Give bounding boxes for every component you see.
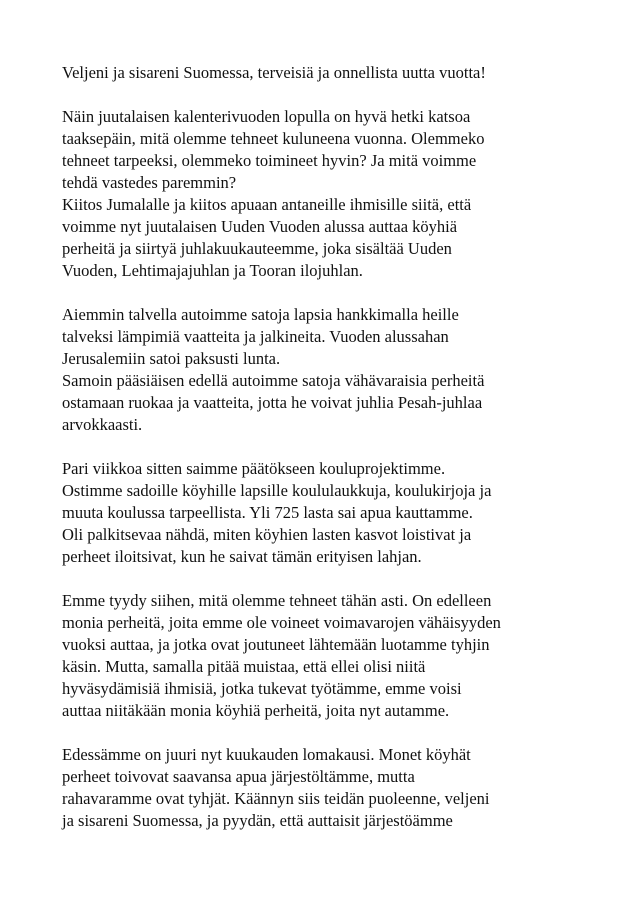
- text-line: perheitä ja siirtyä juhlakuukauteemme, joka sisältää Uuden: [62, 239, 452, 258]
- paragraph-holiday-appeal: [62, 744, 582, 832]
- text-line: Emme tyydy siihen, mitä olemme tehneet tähän asti. On edelleen: [62, 591, 492, 610]
- text-line: hyväsydämisiä ihmisiä, jotka tukevat työtämme, emme voisi: [62, 679, 462, 698]
- paragraph-year-review: [62, 106, 582, 282]
- text-line: Pari viikkoa sitten saimme päätökseen kouluprojektimme.: [62, 459, 446, 478]
- text-line: arvokkaasti.: [62, 415, 143, 434]
- text-line: Jerusalemiin satoi paksusti lunta.: [62, 349, 281, 368]
- text-line: monia perheitä, joita emme ole voineet voimavarojen vähäisyyden: [62, 613, 501, 632]
- text-line: perheet toivovat saavansa apua järjestöltämme, mutta: [62, 767, 415, 786]
- text-line: Samoin pääsiäisen edellä autoimme satoja vähävaraisia perheitä: [62, 371, 485, 390]
- text-line: Oli palkitsevaa nähdä, miten köyhien lasten kasvot loistivat ja: [62, 525, 472, 544]
- text-line: tehneet tarpeeksi, olemmeko toimineet hyvin? Ja mitä voimme: [62, 151, 477, 170]
- text-line: auttaa niitäkään monia köyhiä perheitä, joita nyt autamme.: [62, 701, 450, 720]
- text-line: rahavaramme ovat tyhjät. Käännyn siis teidän puoleenne, veljeni: [62, 789, 490, 808]
- text-line: Näin juutalaisen kalenterivuoden lopulla on hyvä hetki katsoa: [62, 107, 471, 126]
- text-line: Edessämme on juuri nyt kuukauden lomakausi. Monet köyhät: [62, 745, 471, 764]
- text-line: Ostimme sadoille köyhille lapsille koululaukkuja, koulukirjoja ja: [62, 481, 492, 500]
- text-line: perheet iloitsivat, kun he saivat tämän erityisen lahjan.: [62, 547, 422, 566]
- greeting-line: Veljeni ja sisareni Suomessa, terveisiä ja onnellista uutta vuotta!: [62, 63, 486, 82]
- text-line: ostamaan ruokaa ja vaatteita, jotta he voivat juhlia Pesah-juhlaa: [62, 393, 483, 412]
- text-line: talveksi lämpimiä vaatteita ja jalkineita. Vuoden alussahan: [62, 327, 449, 346]
- paragraph-winter-help: [62, 304, 582, 436]
- text-line: Aiemmin talvella autoimme satoja lapsia hankkimalla heille: [62, 305, 459, 324]
- text-line: tehdä vastedes paremmin?: [62, 173, 237, 192]
- text-line: ja sisareni Suomessa, ja pyydän, että auttaisit järjestöämme: [62, 811, 453, 830]
- letter-body: [62, 62, 582, 854]
- text-line: taaksepäin, mitä olemme tehneet kuluneena vuonna. Olemmeko: [62, 129, 485, 148]
- greeting: [62, 62, 582, 84]
- text-line: muuta koulussa tarpeellista. Yli 725 lasta sai apua kauttamme.: [62, 503, 473, 522]
- paragraph-remaining-needs: [62, 590, 582, 722]
- paragraph-school-project: [62, 458, 582, 568]
- text-line: käsin. Mutta, samalla pitää muistaa, että ellei olisi niitä: [62, 657, 426, 676]
- text-line: voimme nyt juutalaisen Uuden Vuoden alussa auttaa köyhiä: [62, 217, 458, 236]
- text-line: Kiitos Jumalalle ja kiitos apuaan antaneille ihmisille siitä, että: [62, 195, 472, 214]
- text-line: vuoksi auttaa, ja jotka ovat joutuneet lähtemään luotamme tyhjin: [62, 635, 490, 654]
- text-line: Vuoden, Lehtimajajuhlan ja Tooran ilojuhlan.: [62, 261, 363, 280]
